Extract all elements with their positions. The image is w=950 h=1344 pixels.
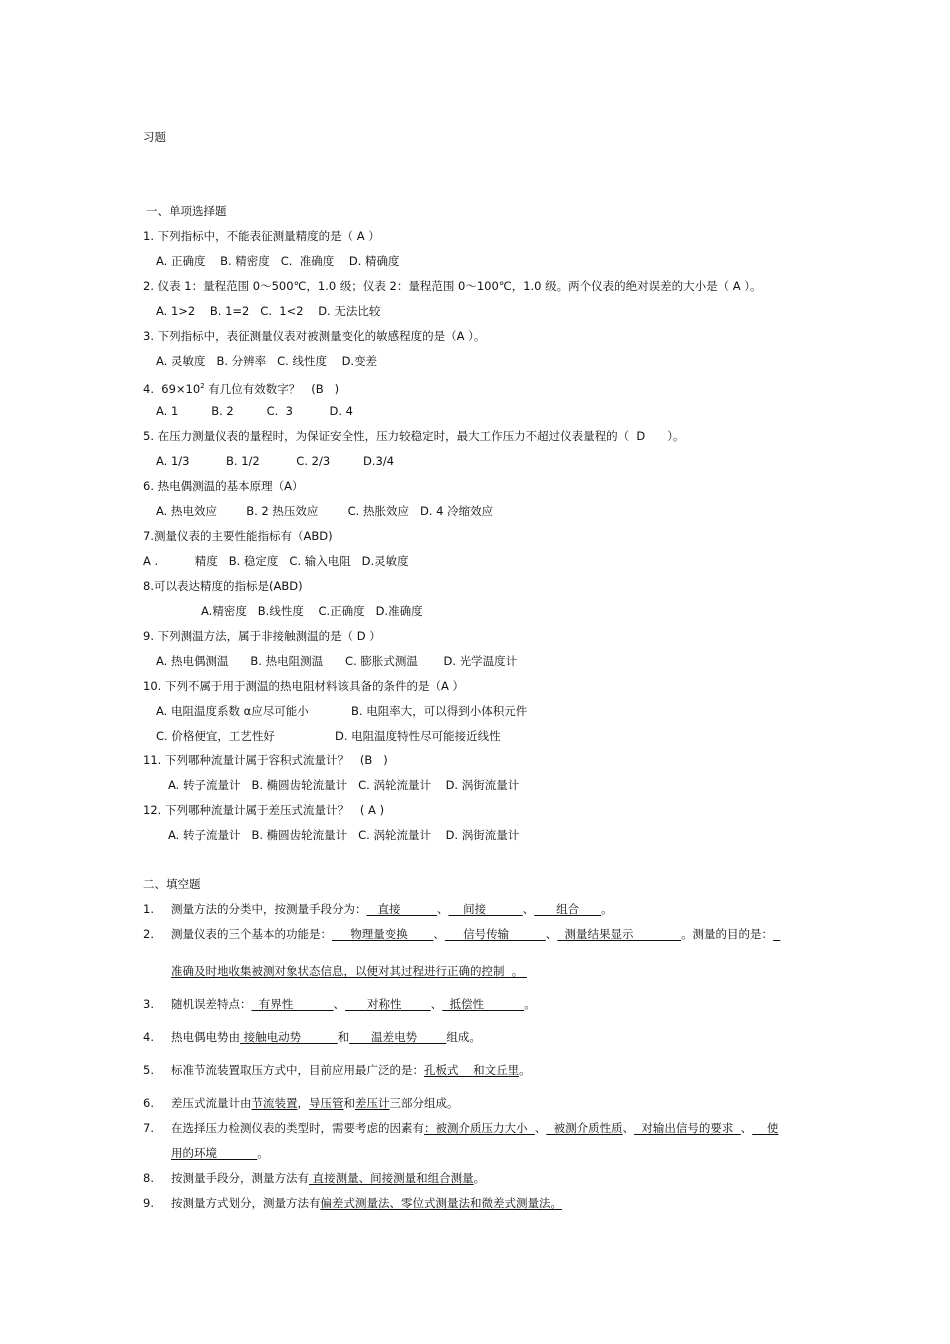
fill-2-text: 测量仪表的三个基本的功能是： [171, 927, 332, 941]
fill-7-answer-3: 对输出信号的要求 [634, 1121, 741, 1135]
fill-6-text-2: ， [297, 1096, 309, 1110]
fill-5-end: 。 [519, 1063, 531, 1077]
fill-8 [143, 1170, 485, 1186]
section1-heading: 一、单项选择题 [146, 204, 227, 218]
fill-7-answer-1: ：被测介质压力大小 [424, 1121, 535, 1135]
fill-3-sep-1: 、 [333, 997, 346, 1011]
fill-5 [143, 1062, 531, 1078]
fill-4-text: 热电偶电势由 [171, 1030, 240, 1044]
fill-6-text-4: 三部分组成。 [389, 1096, 459, 1110]
fill-4-text-2: 和 [337, 1030, 350, 1044]
fill-3-answer-1: 有界性 [251, 997, 334, 1011]
fill-1 [143, 901, 613, 917]
question-4 [143, 378, 339, 397]
fill-1-end: 。 [601, 902, 613, 916]
question-7-options: A . 精度 B. 稳定度 C. 输入电阻 D.灵敏度 [143, 554, 409, 568]
fill-3-answer-3: 抵偿性 [442, 997, 525, 1011]
fill-1-number: 1. [143, 902, 154, 916]
fill-7-text: 在选择压力检测仪表的类型时，需要考虑的因素有 [171, 1121, 424, 1135]
fill-3 [143, 996, 536, 1012]
fill-2-sep-1: 、 [433, 927, 445, 941]
fill-6-answer-3: 差压计 [355, 1096, 390, 1110]
fill-7 [143, 1120, 778, 1136]
fill-8-number: 8. [143, 1171, 154, 1185]
fill-2-answer-2: 信号传输 [444, 927, 546, 941]
fill-5-answer-1: 孔板式 [424, 1063, 474, 1077]
question-11-options: A. 转子流量计 B. 椭圆齿轮流量计 C. 涡轮流量计 D. 涡街流量计 [168, 778, 520, 792]
fill-1-answer-3: 组合 [534, 902, 602, 916]
question-10-option-b: B. 电阻率大，可以得到小体积元件 [351, 704, 528, 718]
question-6: 6. 热电偶测温的基本原理（A） [143, 479, 304, 493]
fill-6-answer-1: 节流装置 [251, 1096, 298, 1110]
question-10-option-a: A. 电阻温度系数 α应尽可能小 [156, 704, 309, 718]
fill-7-sep-3: 、 [740, 1121, 753, 1135]
question-2-options: A. 1>2 B. 1=2 C. 1<2 D. 无法比较 [156, 304, 381, 318]
fill-7-sep-1: 、 [534, 1121, 547, 1135]
question-7: 7.测量仪表的主要性能指标有（ABD) [143, 529, 333, 543]
fill-3-end: 。 [524, 997, 536, 1011]
question-8: 8.可以表达精度的指标是(ABD) [143, 579, 303, 593]
fill-4-number: 4. [143, 1030, 154, 1044]
fill-3-sep-2: 、 [430, 997, 443, 1011]
fill-1-answer-2: 间接 [448, 902, 523, 916]
fill-1-answer-1: 直接 [366, 902, 438, 916]
fill-5-text: 标准节流装置取压方式中，目前应用最广泛的是： [171, 1063, 424, 1077]
question-10-option-c: C. 价格便宜，工艺性好 [156, 729, 275, 743]
fill-6 [143, 1095, 459, 1111]
question-10-option-d: D. 电阻温度特性尽可能接近线性 [335, 729, 501, 743]
fill-5-text-2: 和文丘里 [473, 1063, 520, 1077]
fill-6-text-3: 和 [343, 1096, 355, 1110]
question-1: 1. 下列指标中，不能表征测量精度的是（ A ） [143, 229, 380, 243]
fill-9-number: 9. [143, 1196, 154, 1210]
fill-4-answer-1: 接触电动势 [240, 1030, 338, 1044]
question-9: 9. 下列测温方法，属于非接触测温的是（ D ） [143, 629, 381, 643]
question-4-prefix: 4. 69×10 [143, 381, 201, 396]
fill-9 [143, 1195, 562, 1211]
question-5: 5. 在压力测量仪表的量程时，为保证安全性，压力较稳定时，最大工作压力不超过仪表量程的（ D ）。 [143, 429, 685, 443]
fill-4-text-3: 组成。 [446, 1030, 481, 1044]
doc-title: 习题 [143, 130, 166, 144]
fill-2-answer-3: 测量结果显示 [557, 927, 682, 941]
fill-9-text: 按测量方式划分，测量方法有 [171, 1196, 321, 1210]
fill-2-number: 2. [143, 927, 154, 941]
fill-6-answer-2: 导压管 [309, 1096, 344, 1110]
question-4-options: A. 1 B. 2 C. 3 D. 4 [156, 404, 353, 418]
fill-5-number: 5. [143, 1063, 154, 1077]
question-12: 12. 下列哪种流量计属于差压式流量计？ ( A ) [143, 803, 385, 817]
question-6-options: A. 热电效应 B. 2 热压效应 C. 热胀效应 D. 4 冷缩效应 [156, 504, 494, 518]
question-8-options: A.精密度 B.线性度 C.正确度 D.准确度 [201, 604, 423, 618]
fill-3-answer-2: 对称性 [345, 997, 431, 1011]
fill-3-number: 3. [143, 997, 154, 1011]
fill-2-answer-4-cont: 准确及时地收集被测对象状态信息，以便对其过程进行正确的控制 。 [171, 964, 527, 978]
fill-7-end: 。 [257, 1146, 269, 1160]
fill-6-number: 6. [143, 1096, 154, 1110]
question-1-options: A. 正确度 B. 精密度 C. 准确度 D. 精确度 [156, 254, 400, 268]
fill-2-answer-1: 物理量变换 [332, 927, 434, 941]
question-12-options: A. 转子流量计 B. 椭圆齿轮流量计 C. 涡轮流量计 D. 涡街流量计 [168, 828, 520, 842]
fill-8-text: 按测量手段分，测量方法有 [171, 1171, 309, 1185]
question-4-suffix: 有几位有效数字？ (B ) [204, 381, 340, 396]
fill-1-sep-1: 、 [437, 902, 449, 916]
question-2: 2. 仪表 1：量程范围 0～500℃，1.0 级；仪表 2：量程范围 0～100℃，1.0 级。两个仪表的绝对误差的大小是（ A ）。 [143, 279, 762, 293]
fill-7-number: 7. [143, 1121, 154, 1135]
question-3-options: A. 灵敏度 B. 分辨率 C. 线性度 D.变差 [156, 354, 378, 368]
question-9-options: A. 热电偶测温 B. 热电阻测温 C. 膨胀式测温 D. 光学温度计 [156, 654, 518, 668]
fill-4-answer-2: 温差电势 [349, 1030, 447, 1044]
fill-2 [143, 926, 780, 942]
fill-1-text: 测量方法的分类中，按测量手段分为： [171, 902, 367, 916]
fill-2-answer-4 [773, 927, 780, 941]
fill-8-end: 。 [473, 1171, 486, 1185]
question-11: 11. 下列哪种流量计属于容积式流量计？ (B ) [143, 753, 388, 767]
fill-2-sep-2: 、 [545, 927, 558, 941]
section2-heading: 二、填空题 [143, 877, 201, 891]
fill-3-text: 随机误差特点： [171, 997, 252, 1011]
fill-9-answer-1: 偏差式测量法、零位式测量法和微差式测量法。 [320, 1196, 562, 1210]
fill-7-sep-2: 、 [622, 1121, 635, 1135]
fill-6-text: 差压式流量计由 [171, 1096, 252, 1110]
question-3: 3. 下列指标中，表征测量仪表对被测量变化的敏感程度的是（A ）。 [143, 329, 486, 343]
question-4-exponent: 2 [200, 382, 205, 390]
question-10: 10. 下列不属于用于测温的热电阻材料该具备的条件的是（A ） [143, 679, 464, 693]
fill-4 [143, 1029, 481, 1045]
fill-2-text-2: 。测量的目的是： [681, 927, 774, 941]
fill-2-line-2 [171, 963, 527, 979]
fill-1-sep-2: 、 [522, 902, 535, 916]
fill-7-answer-4: 使 [752, 1121, 779, 1135]
question-5-options: A. 1/3 B. 1/2 C. 2/3 D.3/4 [156, 454, 395, 468]
fill-8-answer-1: 直接测量、间接测量和组合测量 [309, 1171, 474, 1185]
fill-7-line-2 [171, 1145, 269, 1161]
fill-7-answer-2: 被测介质性质 [546, 1121, 623, 1135]
fill-7-answer-4-cont: 用的环境 [171, 1146, 258, 1160]
